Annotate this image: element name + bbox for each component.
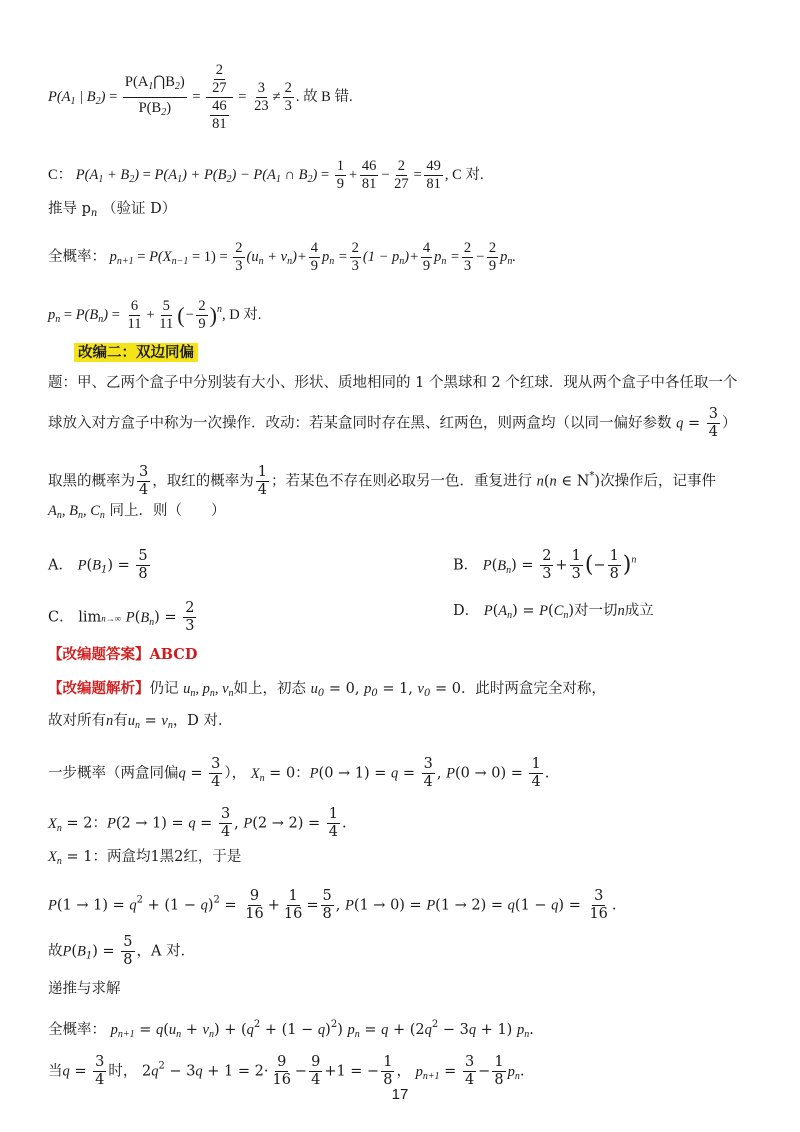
- analysis-line-5: $X_n = 1$：两盒均1黑2红，于是: [48, 849, 242, 867]
- total-prob-label: 全概率：: [48, 248, 106, 265]
- a2c: ，D 对．: [172, 713, 233, 729]
- l1-tail: . 故 B 错.: [295, 88, 353, 105]
- option-b-label: B．: [453, 557, 479, 574]
- section-title: [74, 342, 760, 364]
- question-line-1: 题：甲、乙两个盒子中分别装有大小、形状、质地相同的 1 个黑球和 2 个红球．现从两个盒子中各任取一个: [48, 375, 738, 391]
- question-line-3: 取黑的概率为 $\frac{3}{4}$ ，取红的概率为 $\frac{1}{4}$ ；若某色不存在则必取另一色．重复进行 n(n ∈ N*)次操作后，记事件: [48, 464, 717, 498]
- analysis-line-2: 故对所有n有$u_n = v_n$，D 对．: [48, 713, 233, 731]
- a2b: 有: [113, 713, 128, 729]
- analysis-line-6: $P(1 \to 1) = q^2 + (1 - q)^2$ = $\frac{9}{16}$ + $\frac{1}{16}$ = $\frac{5}{8}$ , P(1 → 0) = P(1 → 2) = q(1 − q) = $\frac{3}{16}$ .: [48, 888, 617, 922]
- l2-tail: , C 对.: [444, 166, 484, 183]
- analysis-line-8: 递推与求解: [48, 981, 121, 997]
- formula-line-1: $P(A_1$ | $B_2$) = $\frac{P(A_1⋂B_2)}{P(B_2)}$ = $\frac{\frac{2}{27}}{\frac{46}{81}}$ = $\frac{3}{23}$ ≠ $\frac{2}{3}$ . 故 B 错.: [48, 62, 353, 132]
- a8b: ，A 对．: [136, 943, 196, 960]
- answer-line: [48, 644, 760, 666]
- option-row-2: C． limn→∞ $P(B_n)$ = $\frac{2}{3}$ D． $P(A_n) = P(C_n)$对一切n成立: [48, 600, 654, 634]
- option-c-label: C．: [48, 609, 74, 626]
- a1b: 如上，初态: [233, 681, 307, 697]
- a1: 仍记: [149, 681, 179, 697]
- option-d-tail: 对一切: [574, 603, 618, 619]
- a8: 故: [48, 943, 63, 960]
- question-line-2: 球放入对方盒子中称为一次操作．改动：若某盒同时存在黑、红两色，则两盒均（以同一偏好参数 q = $\frac{3}{4}$ ）: [48, 406, 737, 440]
- total-prob-line: 全概率： $p_{n+1} = P(X_{n-1} = 1)$ = $\frac{2}{3}$ $(u_n + v_n)+$ $\frac{4}{9}$ $p_n$ = $\frac{2}{3}$ $(1 - p_n)+$ $\frac{4}{9}$ $p_n$ = $\frac{2}{3}$ − $\frac{2}{9}$ $p_n$.: [48, 240, 517, 274]
- option-d-label: D．: [453, 603, 480, 619]
- l2-prefix: C：: [48, 166, 73, 183]
- answer-label: 【改编题答案】: [48, 646, 150, 663]
- page-number: 17: [391, 1086, 409, 1103]
- analysis-line-9: 全概率： $p_{n+1} = q(u_n + v_n) + (q^2 + (1 - q)^2) p_n = q + (2q^2 - 3q + 1)$ $p_n$.: [48, 1019, 534, 1040]
- pn-formula-line: $p_n = P(B_n)$ = $\frac{6}{11}$ + $\frac{5}{11}$ (− $\frac{2}{9}$ )$^n$, D 对.: [48, 298, 262, 332]
- option-d-tail2: 成立: [624, 603, 654, 619]
- l5-tail: , D 对.: [221, 306, 262, 323]
- analysis-line-1: 【改编题解析】仍记 $u_n$, $p_n$, $v_n$如上，初态 $u_0 = 0$, $p_0 = 1$, $v_0 = 0$．此时两盒完全对称，: [48, 680, 606, 699]
- derive-note: （验证 D）: [101, 201, 177, 217]
- q3a: 取黑的概率为: [48, 473, 135, 490]
- a10: 全概率：: [48, 1022, 106, 1038]
- option-row-1: A． $P(B_1)$ = $\frac{5}{8}$ B． $P(B_n)$ = $\frac{2}{3}$ + $\frac{1}{3}$ (− $\frac{1}{8}$ )$^n$: [48, 548, 637, 582]
- a1c: ．此时两盒完全对称，: [460, 681, 606, 697]
- analysis-label: 【改编题解析】: [48, 680, 150, 697]
- analysis-line-10: 当q = $\frac{3}{4}$ 时， $2q^2 - 3q + 1 = 2\cdot$ $\frac{9}{16}$ − $\frac{9}{4}$ +1 = − $\frac{1}{8}$ ， $p_{n+1}$ = $\frac{3}{4}$ − $\frac{1}{8}$ $p_n$.: [48, 1054, 525, 1088]
- a11b: 时，: [108, 1063, 138, 1080]
- a3: 一步概率（两盒同偏: [48, 765, 179, 782]
- option-a-label: A．: [48, 557, 73, 574]
- a6-prefix: ：两盒均1黑2红，于是: [92, 849, 242, 865]
- answer-value: ABCD: [149, 646, 198, 663]
- q4: 同上．则（ ）: [109, 503, 226, 519]
- a2: 故对所有: [48, 713, 106, 729]
- a3b: ），: [224, 765, 247, 782]
- derive-label: 推导 p: [48, 201, 91, 217]
- a11: 当: [48, 1063, 63, 1080]
- q3d: 次操作后，记事件: [600, 473, 717, 490]
- analysis-line-3: 一步概率（两盒同偏q = $\frac{3}{4}$ ）， $X_n = 0$：P(0 → 1) = q = $\frac{3}{4}$ , P(0 → 0) = $\frac{1}{4}$ .: [48, 756, 550, 790]
- question-line-2-text: 球放入对方盒子中称为一次操作．改动：若某盒同时存在黑、红两色，则两盒均（以同一偏好参数: [48, 415, 672, 432]
- analysis-line-4: $X_n = 2$：P(2 → 1) = q = $\frac{3}{4}$ , P(2 → 2) = $\frac{1}{4}$ .: [48, 806, 347, 840]
- analysis-line-7: 故$P(B_1)$ = $\frac{5}{8}$ ，A 对．: [48, 934, 196, 968]
- question-line-4: $A_n$, $B_n$, $C_n$ 同上．则（ ）: [48, 503, 226, 521]
- q3c: ；若某色不存在则必取另一色．重复进行: [270, 473, 532, 490]
- formula-line-2: C： $P(A_1 + B_2) = P(A_1) + P(B_2) - P(A_1$ ∩ $B_2$) = $\frac{1}{9}$ + $\frac{46}{81}$ − $\frac{2}{27}$ = $\frac{49}{81}$ , C 对.: [48, 158, 484, 192]
- derive-line: 推导 $p_n$ （验证 D）: [48, 201, 177, 219]
- section-title-text: 改编二：双边同偏: [74, 343, 198, 362]
- q3b: ，取红的概率为: [152, 473, 254, 490]
